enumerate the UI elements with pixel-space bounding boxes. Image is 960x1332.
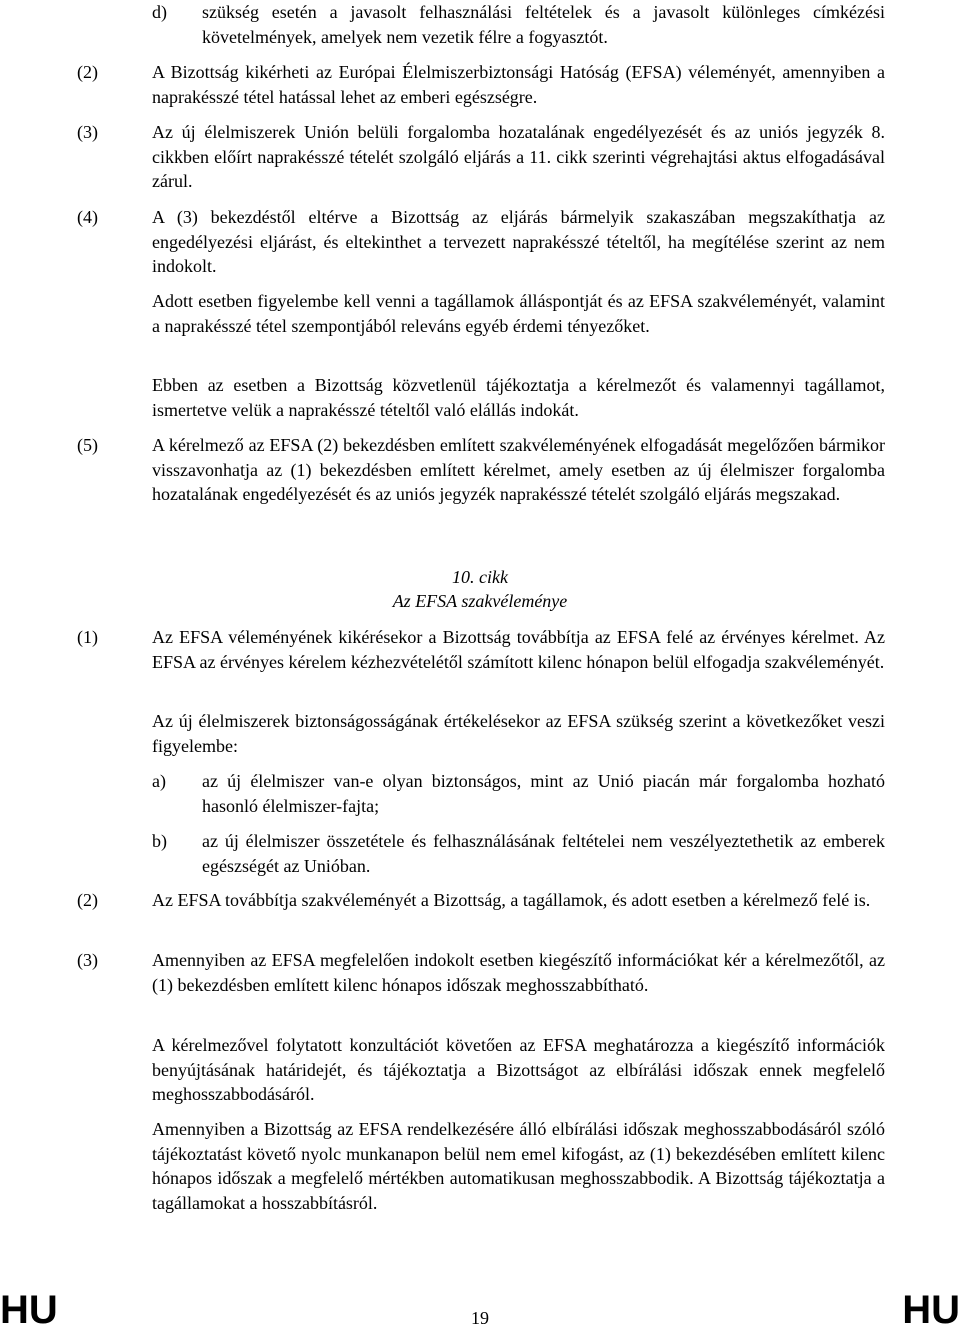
footer-language-code-right: HU xyxy=(902,1288,960,1332)
article-title: Az EFSA szakvéleménye xyxy=(392,591,568,611)
paragraph-number: (3) xyxy=(77,122,98,142)
item-text: az új élelmiszer összetétele és felhasználásának feltételei nem veszélyeztethetik az emberek egészségét az Unióban. xyxy=(202,831,885,876)
paragraph-2 xyxy=(77,60,885,109)
paragraph-continuation: Ebben az esetben a Bizottság közvetlenül tájékoztatja a kérelmezőt és valamennyi tagállamot, ismertetve velük a naprakésszé tételtől való elállás indokát. xyxy=(152,375,885,420)
paragraph-number: (1) xyxy=(77,627,98,647)
paragraph-4 xyxy=(77,205,885,279)
paragraph-number: (2) xyxy=(77,890,98,910)
paragraph-number: (3) xyxy=(77,950,98,970)
list-item-d xyxy=(152,0,885,49)
paragraph-number: (4) xyxy=(77,207,98,227)
paragraph-continuation: Az új élelmiszerek biztonságosságának értékelésekor az EFSA szükség szerint a következőket veszi figyelembe: xyxy=(152,711,885,756)
paragraph-text: A Bizottság kikérheti az Európai Élelmiszerbiztonsági Hatóság (EFSA) véleményét, amennyiben a naprakésszé tétel hatással lehet az emberi egészségre. xyxy=(152,62,885,107)
paragraph-text: Az EFSA továbbítja szakvéleményét a Bizottság, a tagállamok, és adott esetben a kérelmező felé is. xyxy=(152,890,871,910)
list-item-a xyxy=(152,769,885,818)
paragraph-text: A (3) bekezdéstől eltérve a Bizottság az eljárás bármelyik szakaszában megszakíthatja az engedélyezési eljárást, és eltekinthet a tervezett naprakésszé tételtől, ha megítélése szerint az nem indokolt. xyxy=(152,207,885,276)
paragraph-text: Amennyiben az EFSA megfelelően indokolt esetben kiegészítő információkat kér a kérelmezőtől, az (1) bekezdésben említett kilenc hónapos időszak meghosszabbítható. xyxy=(152,950,885,995)
item-label: a) xyxy=(152,771,166,791)
paragraph-3 xyxy=(77,120,885,194)
paragraph-number: (2) xyxy=(77,62,98,82)
item-text: az új élelmiszer van-e olyan biztonságos, mint az Unió piacán már forgalomba hozható hasonló élelmiszer-fajta; xyxy=(202,771,885,816)
item-label: b) xyxy=(152,831,167,851)
item-label: d) xyxy=(152,2,167,22)
article-number: 10. cikk xyxy=(452,567,508,587)
paragraph-text: A kérelmező az EFSA (2) bekezdésben említett szakvéleményének elfogadását megelőzően bármikor visszavonhatja az (1) bekezdésben említett kérelmet, amely esetben az új élelmiszer forgalomba hozatalának engedélyezését és az uniós jegyzék naprakésszé tételét szolgáló eljárás megszakad. xyxy=(152,435,885,504)
article-paragraph-1 xyxy=(77,625,885,674)
paragraph-5 xyxy=(77,433,885,507)
paragraph-continuation: A kérelmezővel folytatott konzultációt követően az EFSA meghatározza a kiegészítő információk benyújtásának határidejét, és tájékoztatja a Bizottságot az elbírálási időszak ennek megfelelő meghosszabbodásáról. xyxy=(152,1035,885,1104)
item-text: szükség esetén a javasolt felhasználási feltételek és a javasolt különleges címkézési követelmények, amelyek nem vezetik félre a fogyasztót. xyxy=(202,2,885,47)
list-item-b xyxy=(152,829,885,878)
paragraph-continuation: Adott esetben figyelembe kell venni a tagállamok álláspontját és az EFSA szakvéleményét, valamint a naprakésszé tétel szempontjából releváns egyéb érdemi tényezőket. xyxy=(152,291,885,336)
article-paragraph-2 xyxy=(77,888,885,913)
paragraph-number: (5) xyxy=(77,435,98,455)
paragraph-text: Az új élelmiszerek Unión belüli forgalomba hozatalának engedélyezését és az uniós jegyzék 8. cikkben előírt naprakésszé tételét szolgáló eljárás a 11. cikk szerinti végrehajtási aktus elfogadásával zárul. xyxy=(152,122,885,191)
paragraph-text: Az EFSA véleményének kikérésekor a Bizottság továbbítja az EFSA felé az érvényes kérelmet. Az EFSA az érvényes kérelem kézhezvételétől számított kilenc hónapon belül elfogadja szakvéleményét. xyxy=(152,627,885,672)
paragraph-continuation: Amennyiben a Bizottság az EFSA rendelkezésére álló elbírálási időszak meghosszabbodásáról szóló tájékoztatást követő nyolc munkanapon belül nem emel kifogást, az (1) bekezdésében említett kilenc hónapos időszak a megfelelő mértékben automatikusan meghosszabbodik. A Bizottság tájékoztatja a tagállamokat a hosszabbításról. xyxy=(152,1119,885,1213)
footer-language-code-left: HU xyxy=(0,1288,58,1332)
article-paragraph-3 xyxy=(77,948,885,997)
page-number: 19 xyxy=(471,1308,489,1328)
